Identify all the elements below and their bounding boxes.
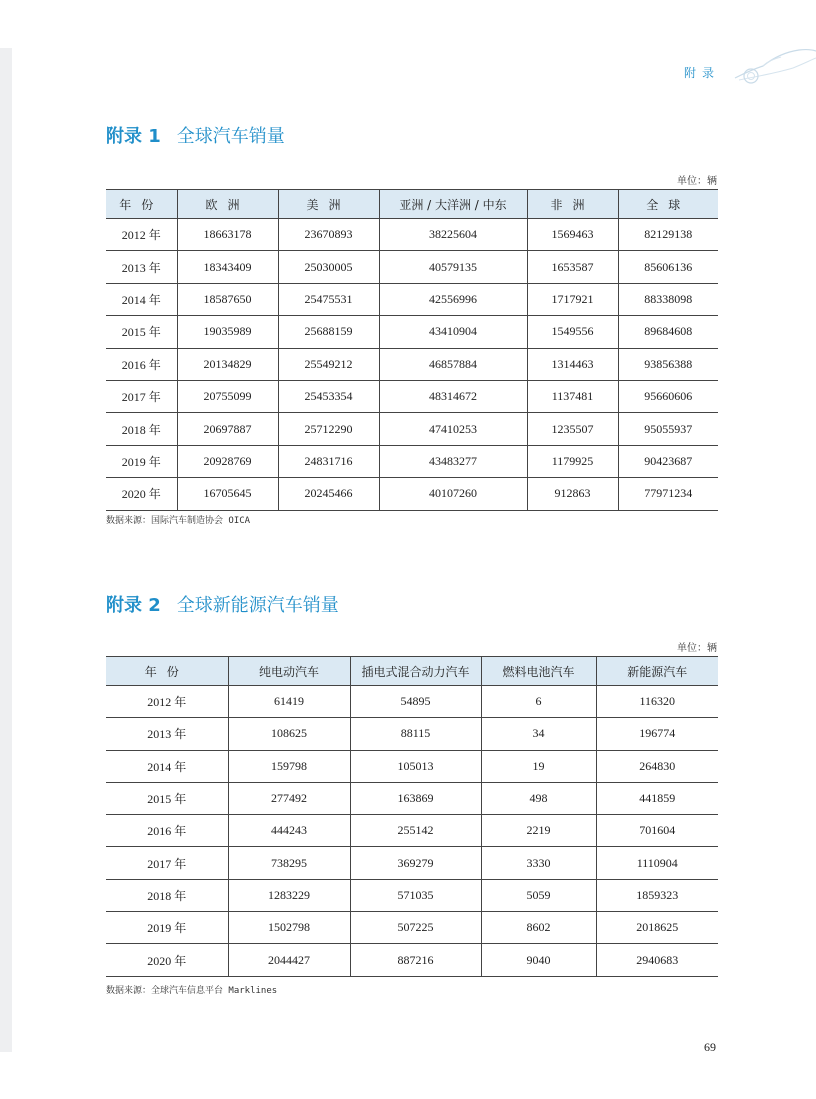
value-cell: 1235507 [527,413,618,445]
table-row [106,478,718,510]
value-cell: 43410904 [379,316,527,348]
value-cell: 88115 [350,718,481,750]
column-header: 欧洲 [177,190,278,219]
year-cell: 2012 年 [106,219,177,251]
value-cell: 34 [481,718,596,750]
appendix1-number: 附录 1 [106,126,161,147]
value-cell: 2219 [481,815,596,847]
year-cell: 2013 年 [106,251,177,283]
value-cell: 19 [481,750,596,782]
value-cell: 2018625 [596,912,718,944]
value-cell: 19035989 [177,316,278,348]
value-cell: 90423687 [618,445,718,477]
table-row [106,782,718,814]
appendix2-number: 附录 2 [106,595,161,616]
value-cell: 277492 [228,782,350,814]
year-cell: 2017 年 [106,847,228,879]
value-cell: 2940683 [596,944,718,976]
table-row [106,283,718,315]
year-cell: 2018 年 [106,879,228,911]
column-header: 纯电动汽车 [228,657,350,686]
value-cell: 95055937 [618,413,718,445]
table-header-row [106,190,718,219]
table-row [106,219,718,251]
year-cell: 2014 年 [106,283,177,315]
value-cell: 25475531 [278,283,379,315]
value-cell: 738295 [228,847,350,879]
value-cell: 20928769 [177,445,278,477]
table-row [106,445,718,477]
value-cell: 54895 [350,686,481,718]
value-cell: 441859 [596,782,718,814]
value-cell: 89684608 [618,316,718,348]
value-cell: 46857884 [379,348,527,380]
value-cell: 1179925 [527,445,618,477]
value-cell: 701604 [596,815,718,847]
value-cell: 40107260 [379,478,527,510]
running-header: 附录 [684,66,721,80]
value-cell: 38225604 [379,219,527,251]
value-cell: 1569463 [527,219,618,251]
value-cell: 25712290 [278,413,379,445]
column-header: 全球 [618,190,718,219]
value-cell: 1502798 [228,912,350,944]
value-cell: 20245466 [278,478,379,510]
value-cell: 116320 [596,686,718,718]
global-vehicle-sales-table [106,189,718,511]
value-cell: 20697887 [177,413,278,445]
appendix2-source: 数据来源：全球汽车信息平台 Marklines [106,986,278,996]
value-cell: 5059 [481,879,596,911]
value-cell: 16705645 [177,478,278,510]
value-cell: 95660606 [618,380,718,412]
column-header: 燃料电池汽车 [481,657,596,686]
value-cell: 25030005 [278,251,379,283]
table-row [106,750,718,782]
value-cell: 912863 [527,478,618,510]
table-row [106,879,718,911]
value-cell: 108625 [228,718,350,750]
table-row [106,348,718,380]
year-cell: 2016 年 [106,348,177,380]
value-cell: 9040 [481,944,596,976]
value-cell: 6 [481,686,596,718]
year-cell: 2012 年 [106,686,228,718]
value-cell: 18587650 [177,283,278,315]
value-cell: 48314672 [379,380,527,412]
value-cell: 1110904 [596,847,718,879]
value-cell: 1283229 [228,879,350,911]
value-cell: 43483277 [379,445,527,477]
year-cell: 2015 年 [106,316,177,348]
value-cell: 3330 [481,847,596,879]
value-cell: 1859323 [596,879,718,911]
value-cell: 498 [481,782,596,814]
value-cell: 571035 [350,879,481,911]
year-cell: 2018 年 [106,413,177,445]
value-cell: 93856388 [618,348,718,380]
appendix1-source: 数据来源：国际汽车制造协会 OICA [106,516,251,526]
value-cell: 1653587 [527,251,618,283]
year-cell: 2020 年 [106,944,228,976]
year-cell: 2016 年 [106,815,228,847]
column-header: 插电式混合动力汽车 [350,657,481,686]
table-header-row [106,657,718,686]
value-cell: 77971234 [618,478,718,510]
column-header: 美洲 [278,190,379,219]
value-cell: 18343409 [177,251,278,283]
value-cell: 23670893 [278,219,379,251]
value-cell: 255142 [350,815,481,847]
value-cell: 40579135 [379,251,527,283]
table-row [106,413,718,445]
value-cell: 887216 [350,944,481,976]
value-cell: 444243 [228,815,350,847]
column-header: 非洲 [527,190,618,219]
value-cell: 18663178 [177,219,278,251]
table-row [106,316,718,348]
appendix2-title-text: 全球新能源汽车销量 [176,595,339,616]
car-outline-icon [733,44,816,84]
year-cell: 2013 年 [106,718,228,750]
value-cell: 2044427 [228,944,350,976]
column-header: 新能源汽车 [596,657,718,686]
value-cell: 88338098 [618,283,718,315]
value-cell: 1717921 [527,283,618,315]
global-nev-sales-table [106,656,718,977]
table-row [106,815,718,847]
page-number: 69 [704,1040,716,1054]
appendix1-title-text: 全球汽车销量 [176,126,285,147]
value-cell: 196774 [596,718,718,750]
table-row [106,380,718,412]
year-cell: 2019 年 [106,912,228,944]
value-cell: 82129138 [618,219,718,251]
page-edge-strip [0,48,12,1052]
value-cell: 159798 [228,750,350,782]
year-cell: 2014 年 [106,750,228,782]
appendix1-title [106,122,285,148]
value-cell: 61419 [228,686,350,718]
value-cell: 25688159 [278,316,379,348]
appendix1-unit: 单位：辆 [677,176,717,187]
table-row [106,718,718,750]
year-cell: 2020 年 [106,478,177,510]
column-header: 年份 [106,657,228,686]
table-row [106,847,718,879]
appendix2-unit: 单位：辆 [677,643,717,654]
table-row [106,912,718,944]
table-row [106,944,718,976]
value-cell: 1314463 [527,348,618,380]
column-header: 亚洲 / 大洋洲 / 中东 [379,190,527,219]
year-cell: 2015 年 [106,782,228,814]
year-cell: 2019 年 [106,445,177,477]
value-cell: 24831716 [278,445,379,477]
value-cell: 369279 [350,847,481,879]
value-cell: 47410253 [379,413,527,445]
value-cell: 163869 [350,782,481,814]
value-cell: 507225 [350,912,481,944]
year-cell: 2017 年 [106,380,177,412]
column-header: 年份 [106,190,177,219]
value-cell: 25453354 [278,380,379,412]
value-cell: 1137481 [527,380,618,412]
value-cell: 264830 [596,750,718,782]
value-cell: 20755099 [177,380,278,412]
value-cell: 8602 [481,912,596,944]
value-cell: 85606136 [618,251,718,283]
value-cell: 42556996 [379,283,527,315]
value-cell: 1549556 [527,316,618,348]
value-cell: 105013 [350,750,481,782]
value-cell: 25549212 [278,348,379,380]
table-row [106,686,718,718]
table-row [106,251,718,283]
appendix2-title [106,591,339,617]
value-cell: 20134829 [177,348,278,380]
